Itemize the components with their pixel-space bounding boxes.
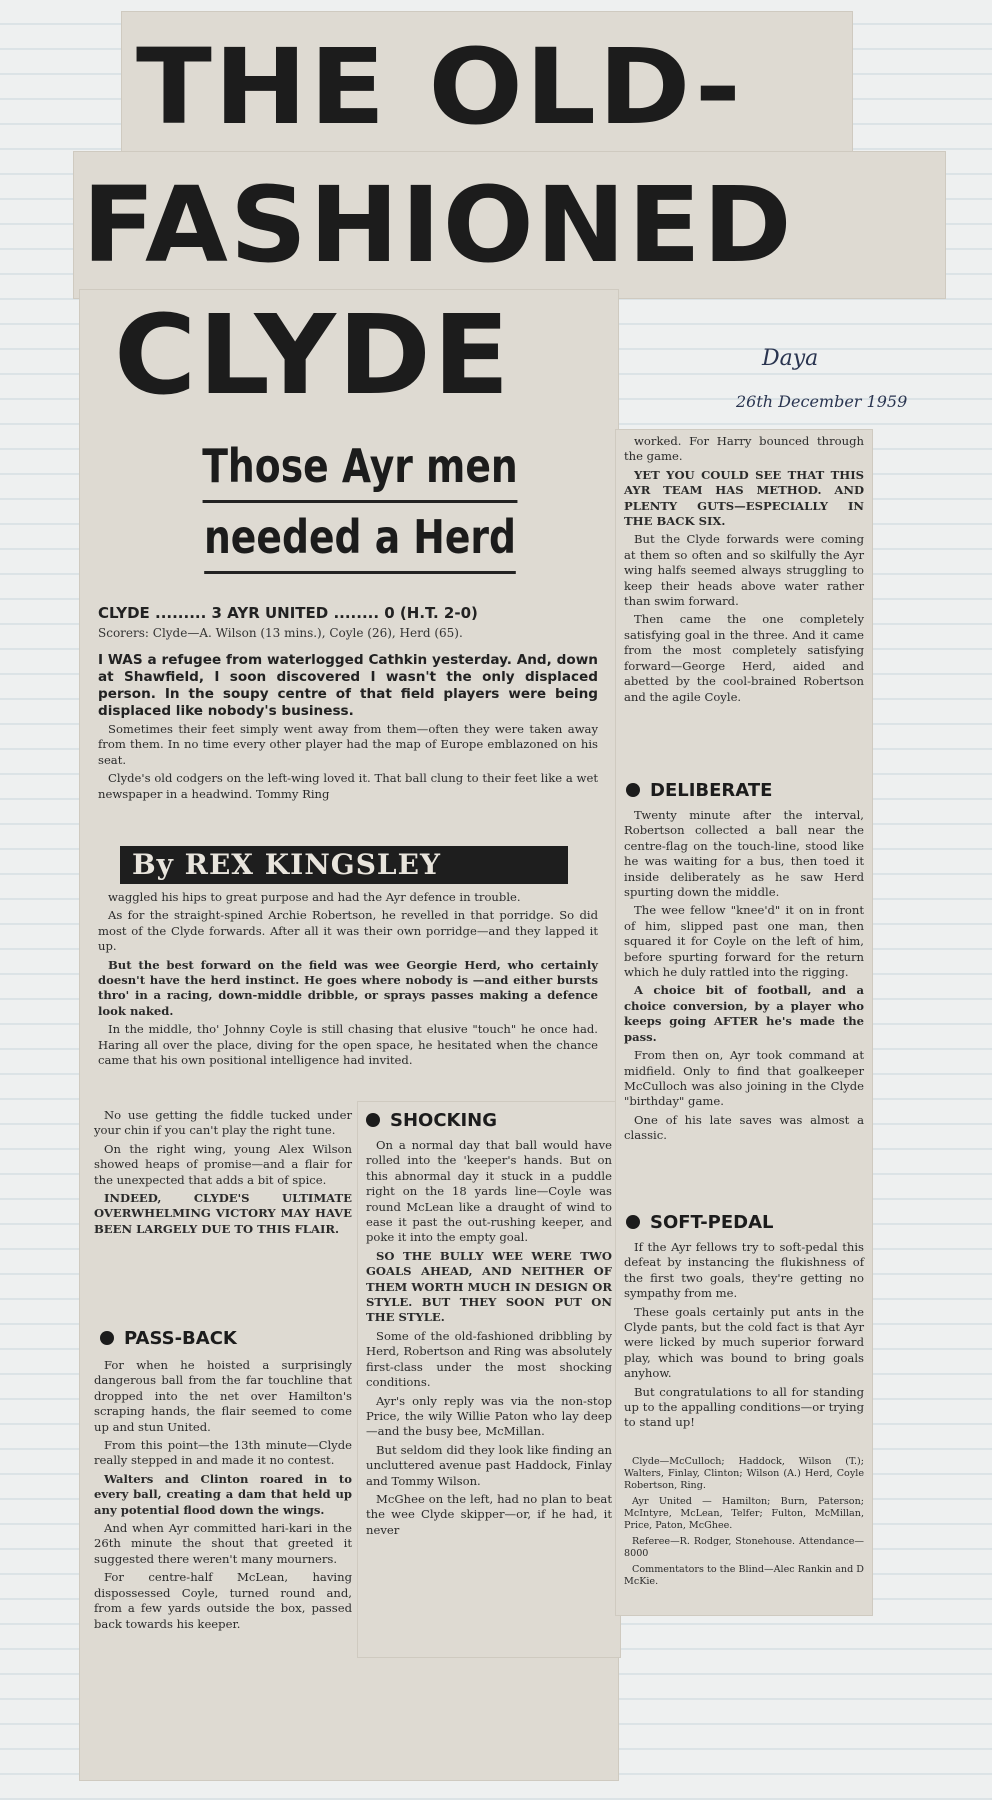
paragraph: Some of the old-fashioned dribbling by Herd, Robertson and Ring was absolutely first-class under the most shocking conditions. [366,1328,612,1390]
passback-text [94,1358,352,1635]
paragraph: A choice bit of football, and a choice conversion, by a player who keeps going AFTER he's made the pass. [624,983,864,1044]
paragraph: And when Ayr committed hari-kari in the 26th minute the shout that greeted it suggested there weren't many mourners. [94,1521,352,1566]
paragraph: As for the straight-spined Archie Robertson, he revelled in that porridge. So did most of the Clyde forwards. After all it was their own porridge—and they lapped it up. [98,908,598,954]
subheadline-line-1: Those Ayr men [202,432,518,503]
col1-mid-text [98,890,598,1071]
scorers-line: Scorers: Clyde—A. Wilson (13 mins.), Coyle (26), Herd (65). [98,626,463,640]
paragraph: From then on, Ayr took command at midfield. Only to find that goalkeeper McCulloch was also joining in the Clyde "birthday" game. [624,1048,864,1109]
paragraph: INDEED, CLYDE'S ULTIMATE OVERWHELMING VICTORY MAY HAVE BEEN LARGELY DUE TO THIS FLAIR. [94,1191,352,1236]
paragraph: Walters and Clinton roared in to every ball, creating a dam that held up any potential flood down the wings. [94,1471,352,1517]
paragraph: Sometimes their feet simply went away from them—often they were taken away from them. In no time every other player had the map of Europe emblazoned on his seat. [98,722,598,767]
credit-line: Ayr United — Hamilton; Burn, Paterson; McIntyre, McLean, Telfer; Fulton, McMillan, Price, Paton, McGhee. [624,1496,864,1531]
paragraph: No use getting the fiddle tucked under your chin if you can't play the right tune. [94,1108,352,1138]
paragraph: In the middle, tho' Johnny Coyle is still chasing that elusive "touch" he once had. Haring all over the place, diving for the open space, he hesitated when the chance came that his own positional intelligence had invited. [98,1022,598,1068]
subheadline-line-2: needed a Herd [204,503,516,574]
paragraph: McGhee on the left, had no plan to beat the wee Clyde skipper—or, if he had, it never [366,1491,612,1537]
softpedal-text [624,1240,864,1434]
paragraph: For centre-half McLean, having dispossessed Coyle, turned round and, from a few yards outside the box, passed back towards his keeper. [94,1570,352,1631]
headline-line-1: THE OLD- [136,26,744,148]
credit-line: Referee—R. Rodger, Stonehouse. Attendance—8000 [624,1536,864,1559]
paragraph: But the Clyde forwards were coming at them so often and so skilfully the Ayr wing halfs seemed always struggling to keep their heads above water rather than swim forward. [624,532,864,609]
paragraph: Then came the one completely satisfying goal in the three. And it came from the most completely satisfying forward—George Herd, aided and abetted by the cool-brained Robertson and the agile Coyle. [624,612,864,704]
score-line: CLYDE ......... 3 AYR UNITED ........ 0 (H.T. 2-0) [98,604,478,622]
col-left-text [94,1108,352,1240]
article-right-clip [616,430,872,1615]
subhead-shocking: SHOCKING [366,1110,497,1131]
subhead-passback: PASS-BACK [100,1328,237,1349]
headline-clip-1 [122,12,852,162]
paragraph: From this point—the 13th minute—Clyde really stepped in and made it no contest. [94,1438,352,1468]
bullet-icon [626,1215,640,1229]
paragraph: These goals certainly put ants in the Clyde pants, but the cold fact is that Ayr were licked by much superior forward play, which was bound to bring goals anyhow. [624,1304,864,1381]
handwritten-date: 26th December 1959 [736,392,908,411]
paragraph: Clyde's old codgers on the left-wing loved it. That ball clung to their feet like a wet newspaper in a headwind. Tommy Ring [98,771,598,801]
lead-paragraph: I WAS a refugee from waterlogged Cathkin yesterday. And, down at Shawfield, I soon discovered I wasn't the only displaced person. In the soupy centre of that field players were being displaced like nobody's business. [98,652,598,719]
article-shocking-clip [358,1102,620,1657]
paragraph: But congratulations to all for standing up to the appalling conditions—or trying to stand up! [624,1384,864,1430]
handwritten-paper-name: Daya [762,346,819,371]
subheadline [180,432,541,574]
paragraph: For when he hoisted a surprisingly dangerous ball from the far touchline that dropped into the net over Hamilton's scraping hands, the flair seemed to come up and stun United. [94,1358,352,1434]
paragraph: Ayr's only reply was via the non-stop Price, the wily Willie Paton who lay deep—and the busy bee, McMillan. [366,1393,612,1439]
shocking-text [366,1138,612,1541]
paragraph: One of his late saves was almost a classic. [624,1112,864,1143]
paragraph: But the best forward on the field was wee Georgie Herd, who certainly doesn't have the herd instinct. He goes where nobody is —and either bursts thro' in a racing, down-middle dribble, or sprays passes making a defence look naked. [98,957,598,1018]
byline: By REX KINGSLEY [120,846,568,884]
headline-line-3: CLYDE [114,291,512,419]
paragraph: On the right wing, young Alex Wilson showed heaps of promise—and a flair for the unexpected that adds a bit of spice. [94,1141,352,1187]
bullet-icon [100,1331,114,1345]
subhead-softpedal: SOFT-PEDAL [626,1212,774,1233]
subhead-deliberate: DELIBERATE [626,780,772,801]
paragraph: worked. For Harry bounced through the game. [624,434,864,464]
paragraph: Twenty minute after the interval, Robertson collected a ball near the centre-flag on the touch-line, stood like he was waiting for a bus, then toed it inside deliberately as he saw Herd spurting down the middle. [624,808,864,900]
headline-line-2: FASHIONED [82,164,794,286]
paragraph: If the Ayr fellows try to soft-pedal this defeat by instancing the flukishness of the first two goals, they're getting no sympathy from me. [624,1240,864,1301]
col-right-top-text [624,434,864,708]
bullet-icon [366,1113,380,1127]
team-credits [624,1456,864,1592]
col1-top-text [98,722,598,805]
credit-line: Commentators to the Blind—Alec Rankin and D McKie. [624,1564,864,1587]
credit-line: Clyde—McCulloch; Haddock, Wilson (T.); Walters, Finlay, Clinton; Wilson (A.) Herd, Coyle Robertson, Ring. [624,1456,864,1491]
paragraph: The wee fellow "knee'd" it on in front of him, slipped past one man, then squared it for Coyle on the left of him, before spurting forward for the return which he duly rattled into the rigging. [624,903,864,980]
paragraph: waggled his hips to great purpose and had the Ayr defence in trouble. [108,890,521,904]
paragraph: SO THE BULLY WEE WERE TWO GOALS AHEAD, AND NEITHER OF THEM WORTH MUCH IN DESIGN OR STYLE. BUT THEY SOON PUT ON THE STYLE. [366,1248,612,1325]
deliberate-text [624,808,864,1147]
headline-clip-2 [74,152,945,298]
paragraph: YET YOU COULD SEE THAT THIS AYR TEAM HAS METHOD. AND PLENTY GUTS—ESPECIALLY IN THE BACK SIX. [624,467,864,529]
paragraph: On a normal day that ball would have rolled into the 'keeper's hands. But on this abnormal day it stuck in a puddle right on the 18 yards line—Coyle was round McLean like a draught of wind to ease it past the out-rushing keeper, and poke it into the empty goal. [366,1138,612,1245]
paragraph: But seldom did they look like finding an uncluttered avenue past Haddock, Finlay and Tommy Wilson. [366,1442,612,1488]
bullet-icon [626,783,640,797]
